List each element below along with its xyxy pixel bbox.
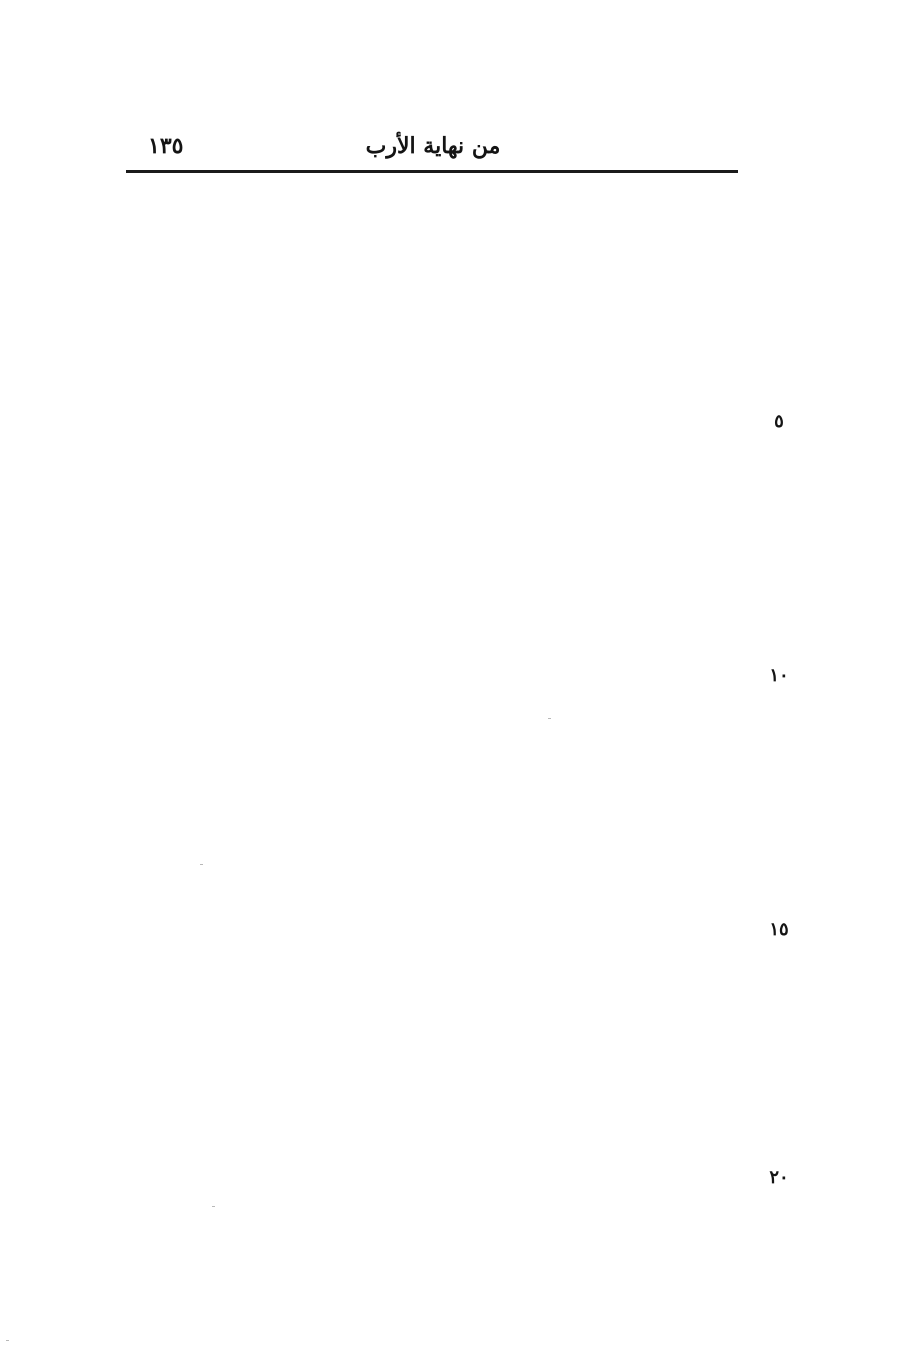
line-number: ١٥ [769, 919, 789, 940]
page-number: ١٣٥ [148, 133, 184, 159]
running-title: من نهاية الأرب [365, 133, 501, 159]
line-number: ١٠ [769, 665, 789, 686]
paper-speck [212, 1206, 215, 1207]
paper-speck [6, 1340, 9, 1341]
paper-speck [200, 864, 203, 865]
running-head [130, 128, 736, 164]
header-rule [126, 170, 738, 173]
paper-speck [548, 718, 551, 719]
line-number: ٢٠ [769, 1167, 789, 1188]
line-number: ٥ [774, 411, 784, 432]
